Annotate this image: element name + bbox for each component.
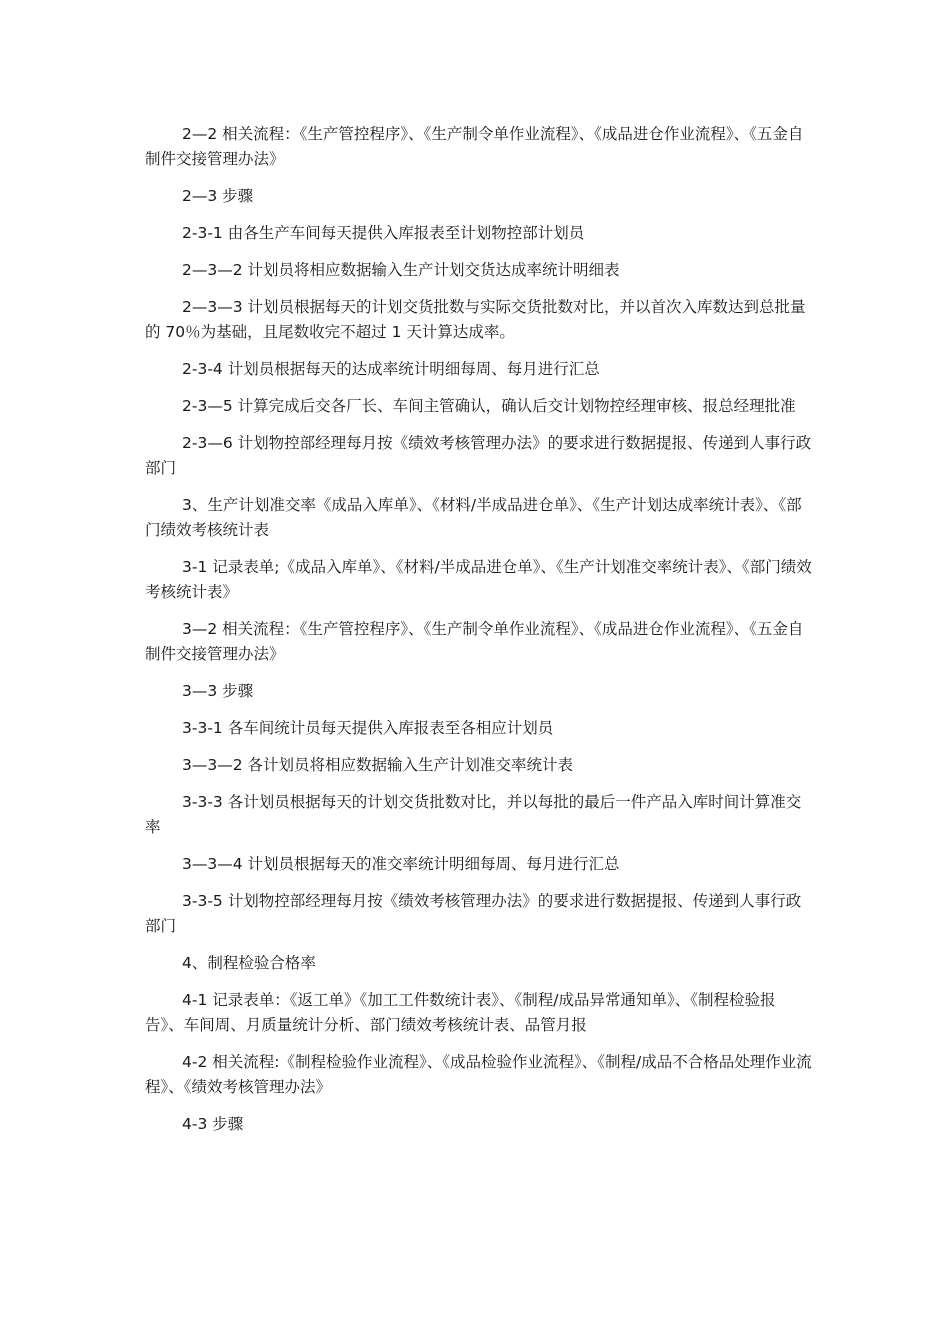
paragraph-3-3-steps: 3—3 步骤	[182, 682, 254, 700]
paragraph-4-3-steps: 4-3 步骤	[182, 1115, 244, 1133]
paragraph-2-3-4: 2-3-4 计划员根据每天的达成率统计明细每周、每月进行汇总	[182, 360, 600, 378]
paragraph-2-3-3: 2—3—3 计划员根据每天的计划交货批数与实际交货批数对比，并以首次入库数达到总批量的 70％为基础，且尾数收完不超过 1 天计算达成率。	[145, 298, 806, 341]
paragraph-3-3-2: 3—3—2 各计划员将相应数据输入生产计划准交率统计表	[182, 756, 574, 774]
paragraph-3-3-4: 3—3—4 计划员根据每天的准交率统计明细每周、每月进行汇总	[182, 855, 620, 873]
document-body	[145, 122, 813, 1149]
paragraph-3-3-5: 3-3-5 计划物控部经理每月按《绩效考核管理办法》的要求进行数据提报、传递到人事行政部门	[145, 892, 802, 935]
paragraph-3-1-forms: 3-1 记录表单;《成品入库单》、《材料/半成品进仓单》、《生产计划准交率统计表》、《部门绩效考核统计表》	[145, 558, 812, 601]
section-3-heading: 3、生产计划准交率《成品入库单》、《材料/半成品进仓单》、《生产计划达成率统计表》、《部门绩效考核统计表	[145, 496, 802, 539]
paragraph-2-3-6: 2-3—6 计划物控部经理每月按《绩效考核管理办法》的要求进行数据提报、传递到人事行政部门	[145, 434, 812, 477]
paragraph-2-3-2: 2—3—2 计划员将相应数据输入生产计划交货达成率统计明细表	[182, 261, 620, 279]
paragraph-4-1-forms: 4-1 记录表单：《返工单》《加工工件数统计表》、《制程/成品异常通知单》、《制程检验报告》、车间周、月质量统计分析、部门绩效考核统计表、品管月报	[145, 991, 776, 1034]
section-4-heading: 4、制程检验合格率	[182, 954, 316, 972]
paragraph-4-2-related-processes: 4-2 相关流程:《制程检验作业流程》、《成品检验作业流程》、《制程/成品不合格品处理作业流程》、《绩效考核管理办法》	[145, 1053, 812, 1096]
paragraph-3-3-3: 3-3-3 各计划员根据每天的计划交货批数对比，并以每批的最后一件产品入库时间计算准交率	[145, 793, 802, 836]
paragraph-2-3-1: 2-3-1 由各生产车间每天提供入库报表至计划物控部计划员	[182, 224, 585, 242]
paragraph-2-2-related-processes: 2—2 相关流程：《生产管控程序》、《生产制令单作业流程》、《成品进仓作业流程》、《五金自制件交接管理办法》	[145, 125, 804, 168]
paragraph-3-2-related-processes: 3—2 相关流程：《生产管控程序》、《生产制令单作业流程》、《成品进仓作业流程》、《五金自制件交接管理办法》	[145, 620, 804, 663]
paragraph-2-3-steps: 2—3 步骤	[182, 187, 254, 205]
paragraph-3-3-1: 3-3-1 各车间统计员每天提供入库报表至各相应计划员	[182, 719, 554, 737]
paragraph-2-3-5: 2-3—5 计算完成后交各厂长、车间主管确认，确认后交计划物控经理审核、报总经理批准	[182, 397, 796, 415]
